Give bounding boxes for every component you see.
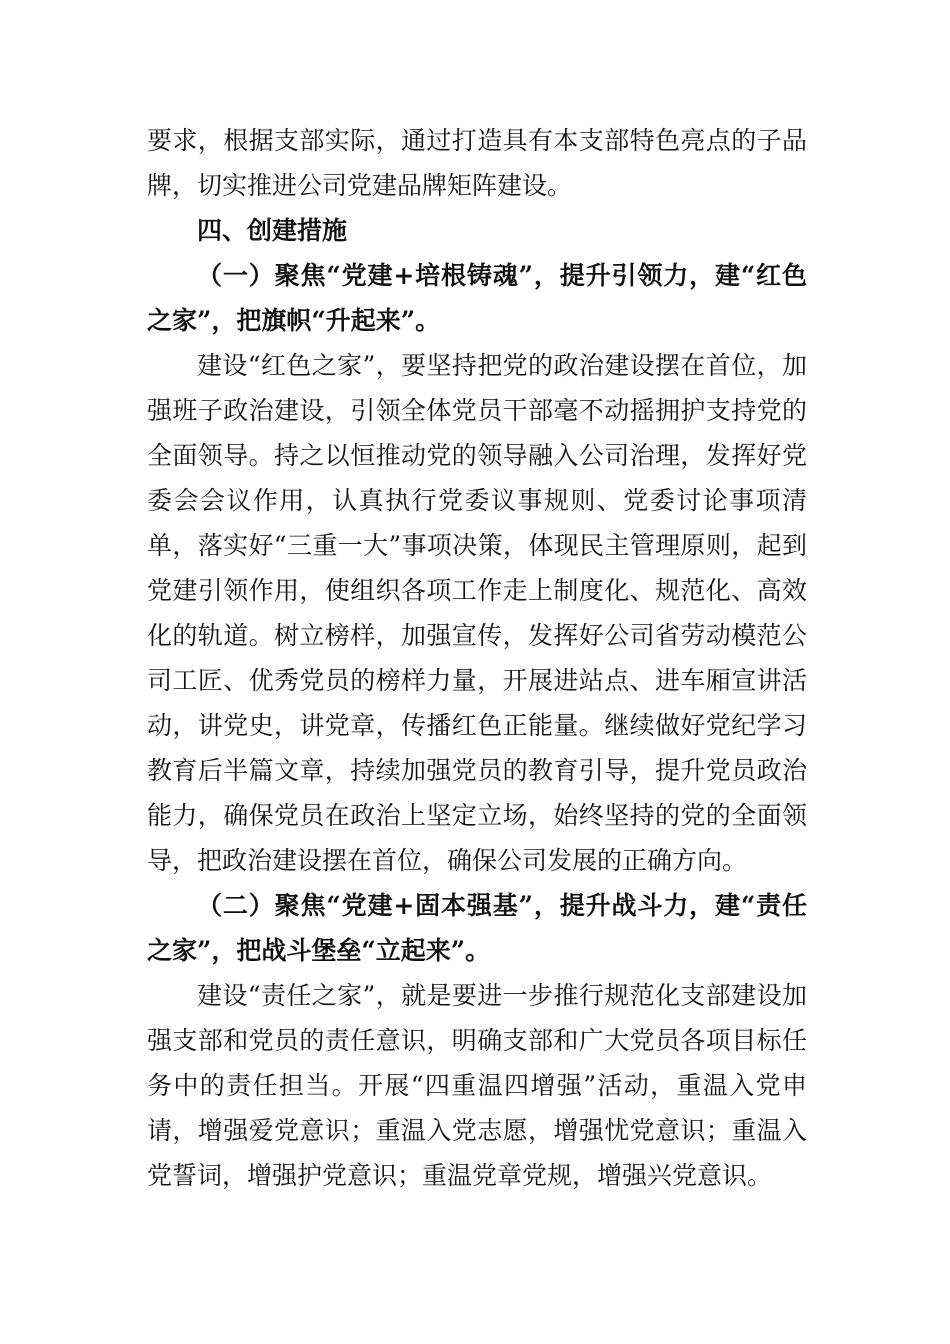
paragraph-red-home: 建设“红色之家”，要坚持把党的政治建设摆在首位，加强班子政治建设，引领全体党员干部毫不动摇拥护支持党的全面领导。持之以恒推动党的领导融入公司治理，发挥好党委会会议作用，认真执行党委议事规则、党委讨论事项清单，落实好“三重一大”事项决策，体现民主管理原则，起到党建引领作用，使组织各项工作走上制度化、规范化、高效化的轨道。树立榜样，加强宣传，发挥好公司省劳动模范公司工匠、优秀党员的榜样力量，开展进站点、进车厢宣讲活动，讲党史，讲党章，传播红色正能量。继续做好党纪学习教育后半篇文章，持续加强党员的教育引导，提升党员政治能力，确保党员在政治上坚定立场，始终坚持的党的全面领导，把政治建设摆在首位，确保公司发展的正确方向。 bbox=[147, 351, 807, 875]
section-heading-creation-measures: 四、创建措施 bbox=[197, 216, 348, 245]
subsection-heading-responsibility-home: （二）聚焦“党建+固本强基”，提升战斗力，建“责任之家”，把战斗堡垒“立起来”。 bbox=[147, 891, 807, 965]
paragraph-responsibility-home: 建设“责任之家”，就是要进一步推行规范化支部建设加强支部和党员的责任意识，明确支部和广大党员各项目标任务中的责任担当。开展“四重温四增强”活动，重温入党申请，增强爱党意识；重温入党志愿，增强忧党意识；重温入党誓词，增强护党意识；重温党章党规，增强兴党意识。 bbox=[147, 981, 807, 1190]
paragraph-continuation: 要求，根据支部实际，通过打造具有本支部特色亮点的子品牌，切实推进公司党建品牌矩阵建设。 bbox=[147, 126, 807, 200]
subsection-heading-red-home: （一）聚焦“党建+培根铸魂”，提升引领力，建“红色之家”，把旗帜“升起来”。 bbox=[147, 261, 807, 335]
document-body bbox=[147, 118, 807, 1198]
